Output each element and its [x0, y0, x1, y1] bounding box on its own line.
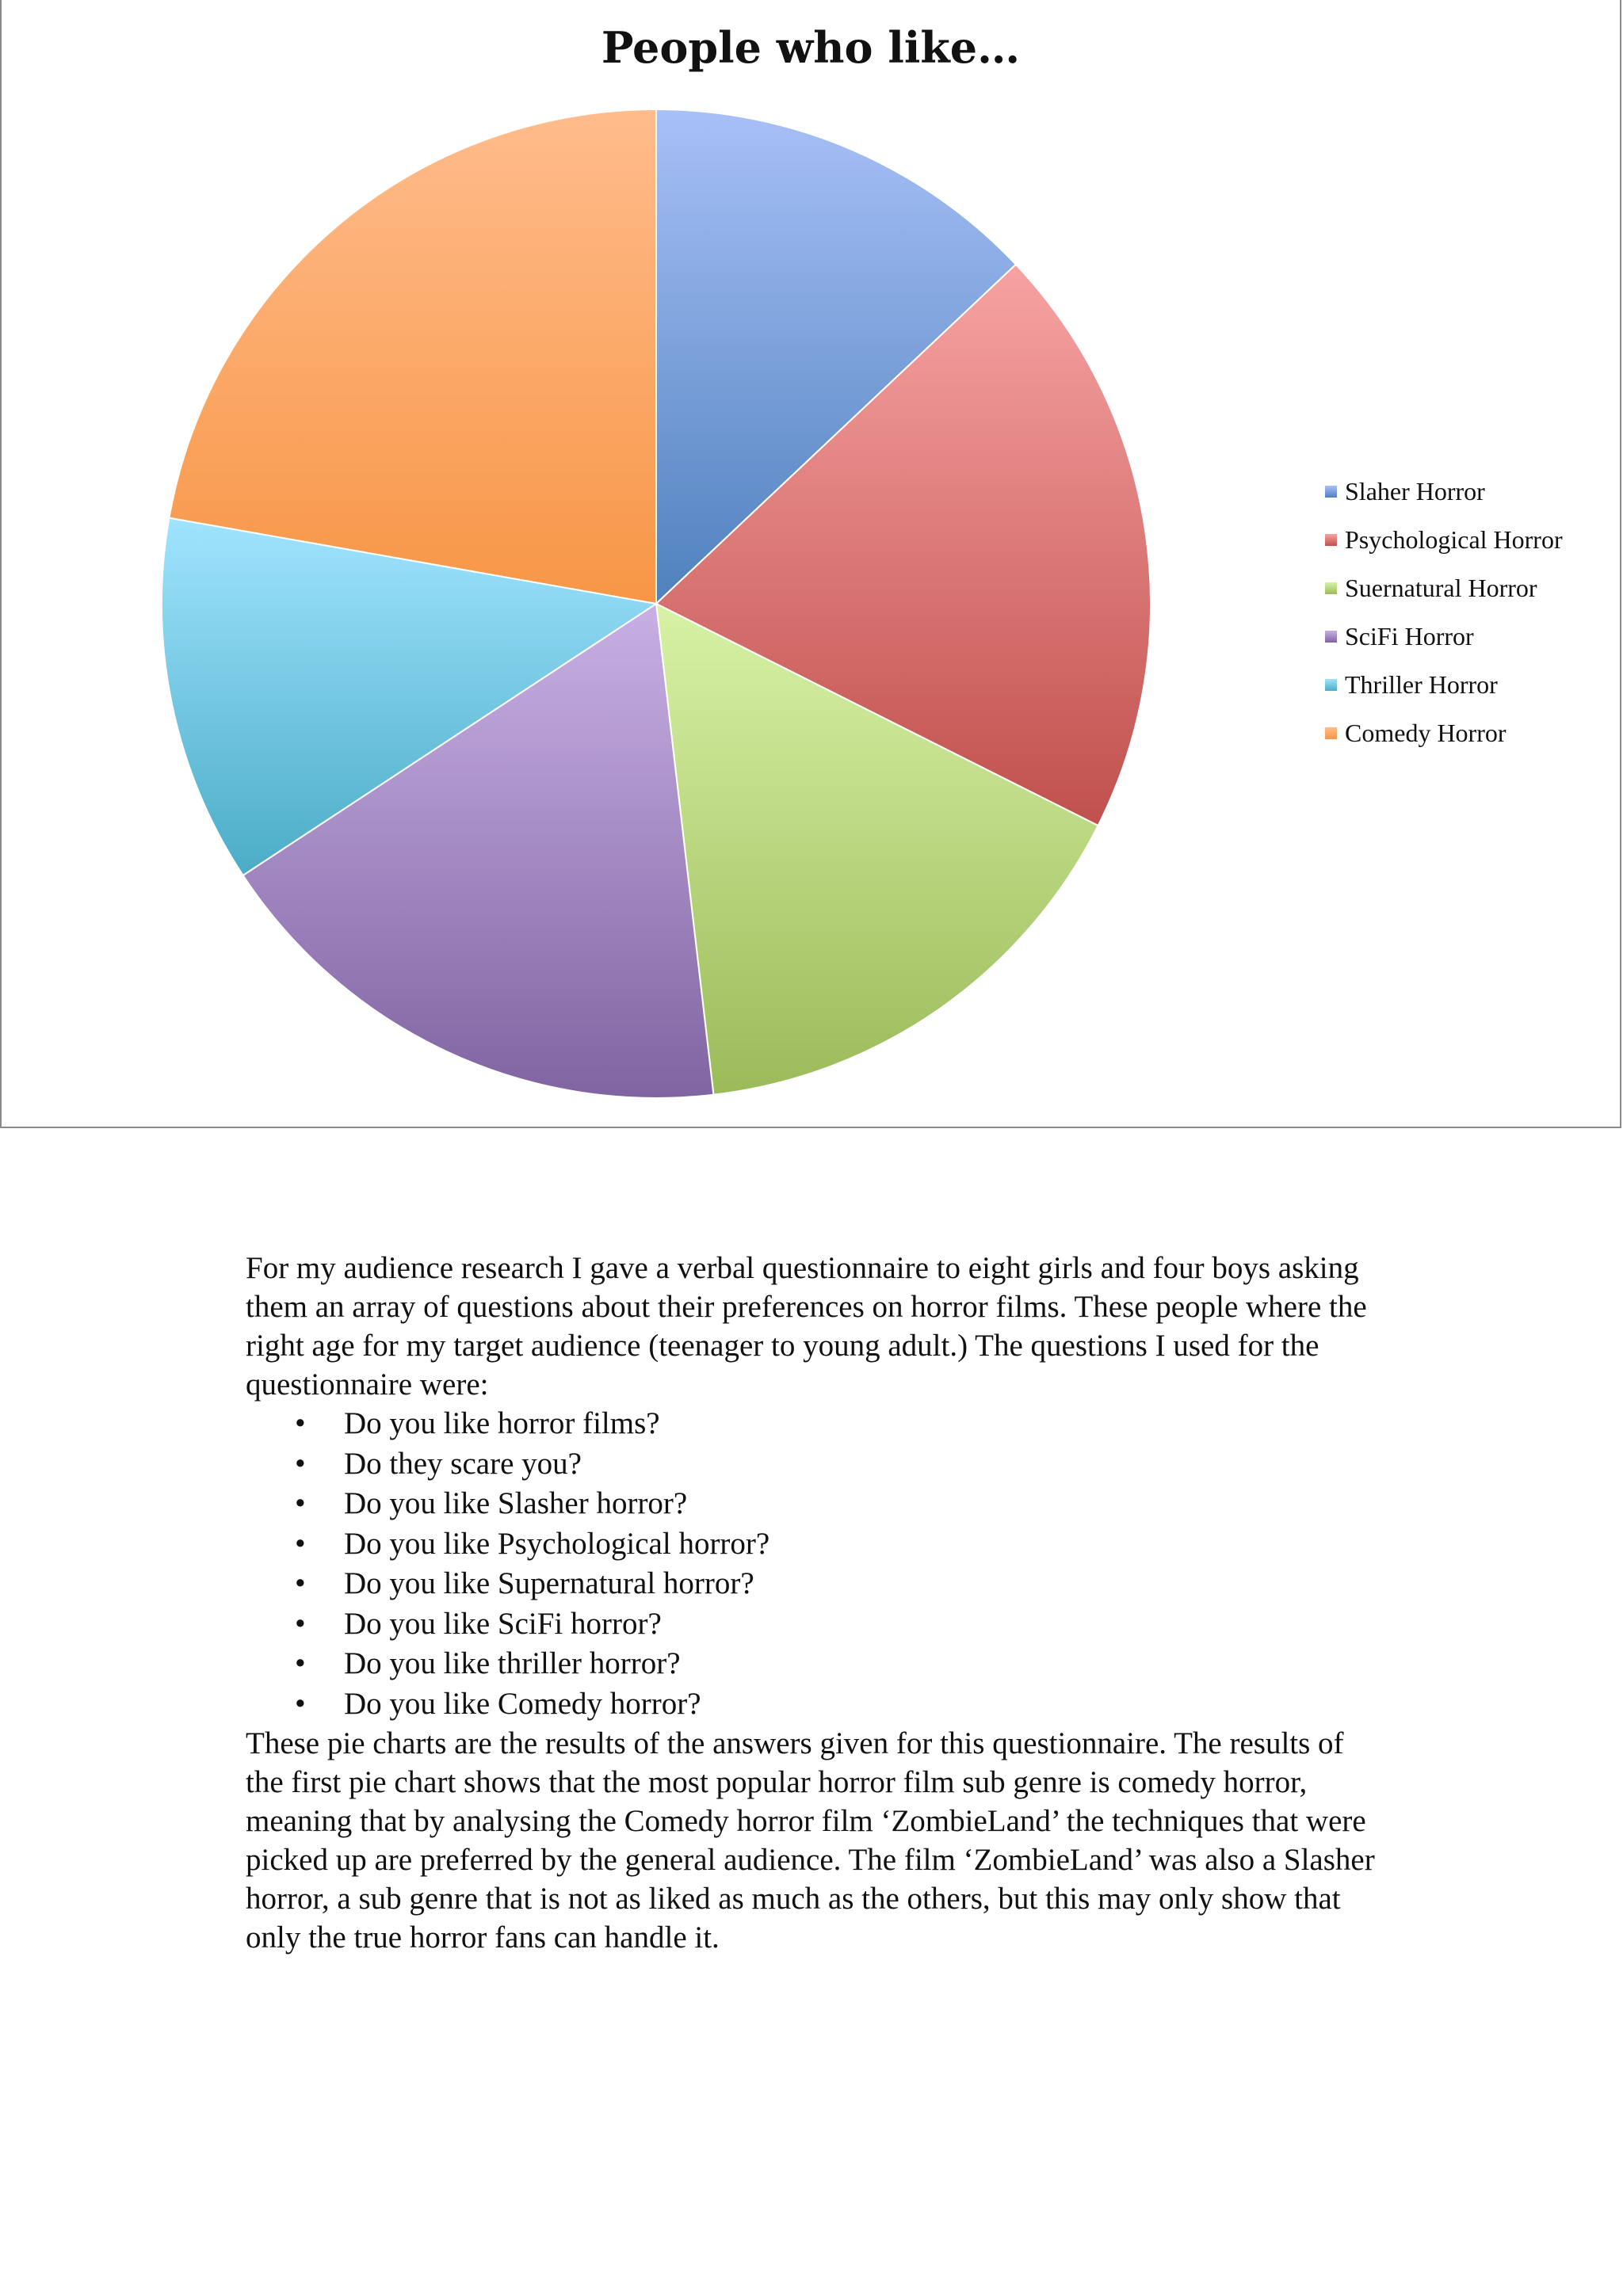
bullet: •	[295, 1686, 306, 1721]
legend-swatch	[1325, 486, 1337, 498]
chart-title: People who like…	[601, 22, 1021, 73]
legend-swatch	[1325, 631, 1337, 643]
intro-paragraph: For my audience research I gave a verbal questionnaire to eight girls and four boys asking them an array of questions about their preferences on horror films. These people where the right age for my target audience (teenager to young adult.) The questions I used for the questionnaire were:	[246, 1251, 1367, 1402]
legend-item	[1325, 467, 1563, 516]
legend-label: Thriller Horror	[1345, 670, 1498, 699]
question-text: Do you like Supernatural horror?	[344, 1566, 754, 1600]
list-item	[246, 1604, 1387, 1645]
list-item	[246, 1404, 1387, 1444]
conclusion-paragraph: These pie charts are the results of the answers given for this questionnaire. The results of the first pie chart shows that the most popular horror film sub genre is comedy horror, meaning that by analysing the Comedy horror film ‘ZombieLand’ the techniques that were picked up are preferred by the general audience. The film ‘ZombieLand’ was also a Slasher horror, a sub genre that is not as liked as much as the others, but this may only show that only the true horror fans can handle it.	[246, 1726, 1375, 1955]
pie-slice	[169, 109, 656, 604]
list-item	[246, 1444, 1387, 1485]
question-text: Do you like thriller horror?	[344, 1646, 681, 1680]
question-text: Do you like Comedy horror?	[344, 1686, 701, 1721]
legend-label: SciFi Horror	[1345, 622, 1474, 650]
legend-label: Comedy Horror	[1345, 719, 1507, 747]
list-item	[246, 1564, 1387, 1604]
legend-item	[1325, 612, 1563, 661]
legend-label: Slaher Horror	[1345, 477, 1485, 505]
bullet: •	[295, 1486, 306, 1520]
legend-item	[1325, 709, 1563, 757]
question-text: Do they scare you?	[344, 1446, 582, 1481]
legend-swatch	[1325, 679, 1337, 691]
list-item	[246, 1644, 1387, 1684]
question-text: Do you like SciFi horror?	[344, 1606, 662, 1641]
list-item	[246, 1484, 1387, 1524]
legend-swatch	[1325, 534, 1337, 546]
question-text: Do you like Slasher horror?	[344, 1486, 688, 1520]
legend-item	[1325, 516, 1563, 564]
legend-label: Psychological Horror	[1345, 525, 1563, 554]
list-item	[246, 1684, 1387, 1725]
bullet: •	[295, 1646, 306, 1680]
question-text: Do you like horror films?	[344, 1406, 660, 1440]
bullet: •	[295, 1446, 306, 1481]
list-item	[246, 1524, 1387, 1565]
bullet: •	[295, 1566, 306, 1600]
legend-swatch	[1325, 727, 1337, 739]
chart-legend	[1325, 467, 1563, 757]
bullet: •	[295, 1526, 306, 1561]
bullet: •	[295, 1406, 306, 1440]
legend-item	[1325, 661, 1563, 709]
question-list	[246, 1404, 1387, 1724]
document-body	[246, 1249, 1387, 1957]
legend-item	[1325, 564, 1563, 612]
legend-swatch	[1325, 582, 1337, 594]
legend-label: Suernatural Horror	[1345, 574, 1537, 602]
question-text: Do you like Psychological horror?	[344, 1526, 770, 1561]
bullet: •	[295, 1606, 306, 1641]
